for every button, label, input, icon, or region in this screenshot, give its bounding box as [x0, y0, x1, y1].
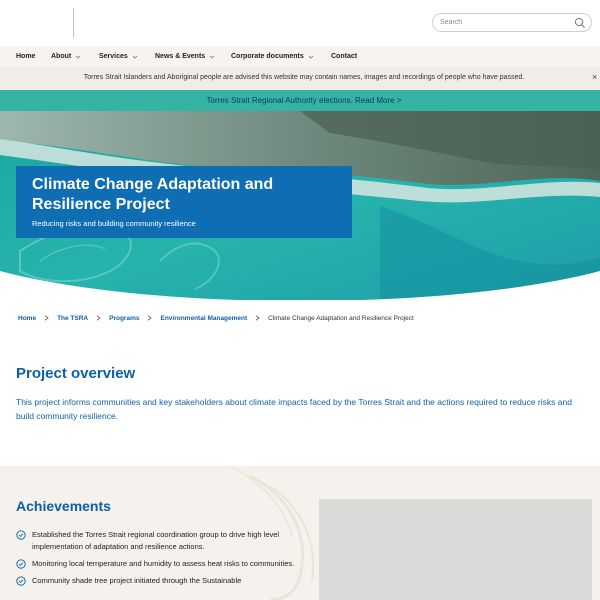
nav-item-services[interactable]	[99, 53, 138, 60]
nav-item-home[interactable]	[16, 53, 35, 60]
media-placeholder	[319, 499, 592, 600]
achievement-text: Established the Torres Strait regional coordination group to drive high level implementation of adaptation and resilience actions.	[32, 530, 280, 551]
list-item	[16, 558, 296, 570]
close-icon[interactable]: ×	[592, 72, 598, 82]
achievements-list	[16, 529, 296, 592]
chevron-right-icon	[44, 315, 49, 321]
project-overview-heading: Project overview	[16, 365, 136, 382]
search-input[interactable]	[440, 16, 568, 29]
breadcrumb-home[interactable]: Home	[18, 314, 37, 322]
hero-title-box	[16, 166, 352, 238]
check-circle-icon	[16, 530, 26, 540]
chevron-down-icon	[75, 54, 81, 60]
nav-item-label: About	[51, 53, 72, 60]
nav-item-label: Contact	[331, 53, 358, 60]
breadcrumb-environmental-management[interactable]: Environmental Management	[160, 314, 248, 322]
achievements-section	[0, 466, 600, 600]
hero-banner	[0, 111, 600, 300]
page-subtitle: Reducing risks and building community resilience	[32, 219, 196, 228]
breadcrumb	[18, 313, 414, 323]
chevron-down-icon	[132, 54, 138, 60]
list-item	[16, 575, 296, 587]
nav-item-label: Home	[16, 53, 36, 60]
search-icon[interactable]	[574, 17, 586, 29]
breadcrumb-the-tsra[interactable]: The TSRA	[57, 314, 89, 322]
chevron-right-icon	[96, 315, 101, 321]
cultural-notice-bar	[0, 67, 600, 90]
breadcrumb-current: Climate Change Adaptation and Resilience Project	[268, 314, 414, 322]
achievements-heading: Achievements	[16, 498, 111, 514]
chevron-right-icon	[255, 315, 260, 321]
chevron-down-icon	[308, 54, 314, 60]
list-item	[16, 529, 296, 553]
nav-item-corporate-documents[interactable]	[231, 53, 314, 60]
election-link[interactable]: Torres Strait Regional Authority elections. Read More >	[206, 96, 402, 105]
nav-item-label: Corporate documents	[231, 53, 304, 60]
main-nav	[0, 46, 600, 67]
chevron-down-icon	[209, 54, 215, 60]
check-circle-icon	[16, 559, 26, 569]
page-title: Climate Change Adaptation and Resilience Project	[32, 176, 274, 213]
check-circle-icon	[16, 576, 26, 586]
breadcrumb-programs[interactable]: Programs	[109, 314, 140, 322]
nav-item-news-events[interactable]	[155, 53, 215, 60]
nav-item-about[interactable]	[51, 53, 81, 60]
cultural-notice-text: Torres Strait Islanders and Aboriginal people are advised this website may contain names, images and recordings of people who have passed.	[83, 74, 525, 81]
chevron-right-icon	[147, 315, 152, 321]
nav-item-label: Services	[99, 53, 128, 60]
project-overview-text: This project informs communities and key stakeholders about climate impacts faced by the Torres Strait and the actions required to reduce risks and build community resilience.	[16, 397, 572, 421]
logo-divider	[73, 8, 74, 38]
election-banner	[0, 90, 600, 111]
nav-item-label: News & Events	[155, 53, 206, 60]
achievement-text: Monitoring local temperature and humidity to assess heat risks to communities.	[32, 559, 295, 568]
achievement-text: Community shade tree project initiated through the Sustainable	[32, 576, 242, 585]
search-box[interactable]	[432, 13, 592, 32]
site-header	[0, 0, 600, 46]
nav-item-contact[interactable]	[331, 53, 357, 60]
